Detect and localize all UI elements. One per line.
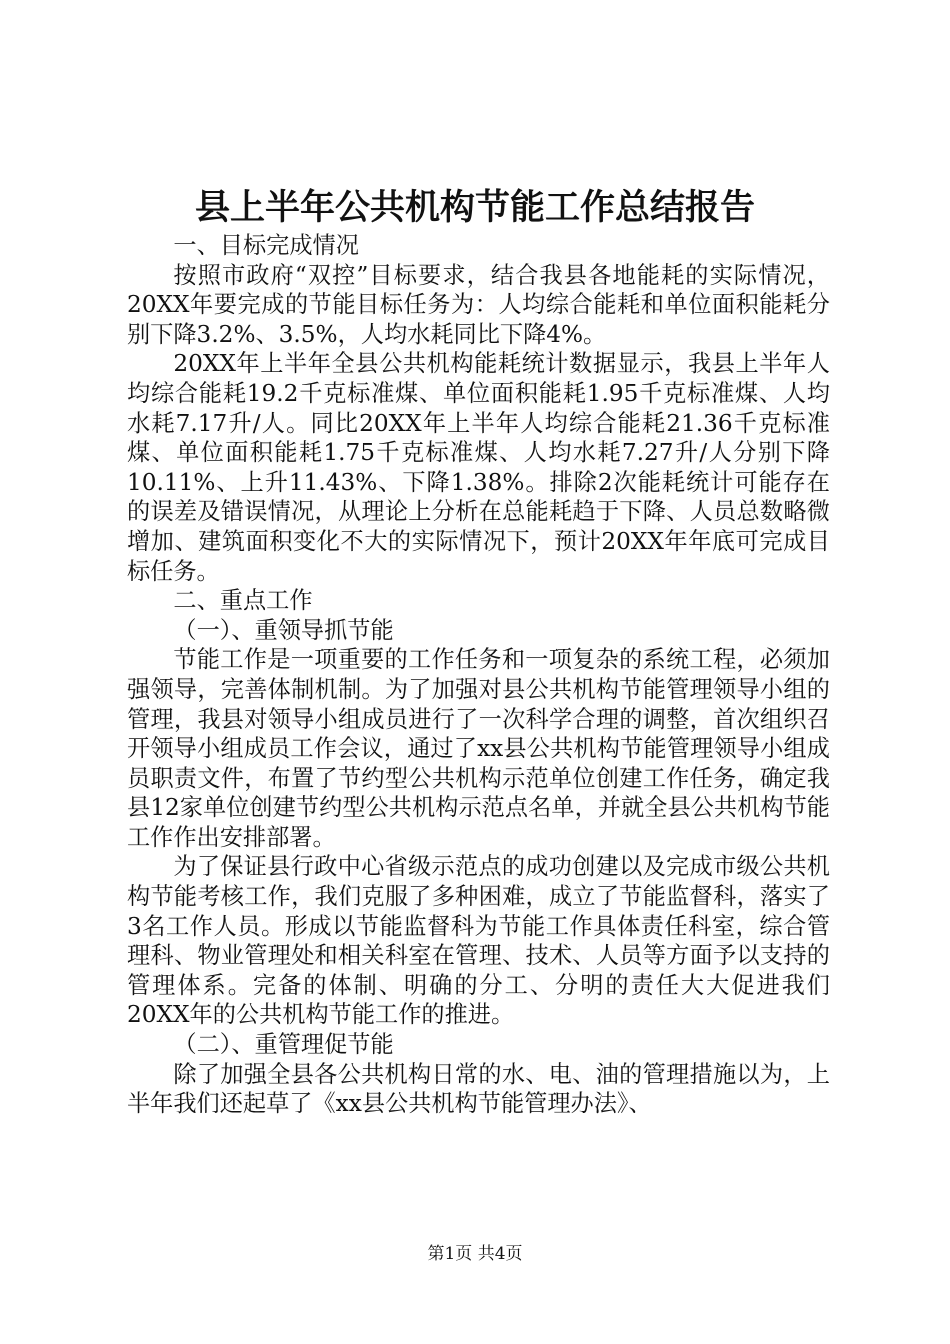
subsection-heading-2: （二）、重管理促节能 <box>173 1031 394 1059</box>
paragraph: 为了保证县行政中心省级示范点的成功创建以及完成市级公共机构节能考核工作，我们克服了多种困难，成立了节能监督科，落实了3名工作人员。形成以节能监督科为节能工作具体责任科室，综合管理科、物业管理处和相关科室在管理、技术、人员等方面予以支持的管理体系。完备的体制、明确的分工、分明的责任大大促进我们20XX年的公共机构节能工作的推进。 <box>127 853 830 1029</box>
section-heading-1: 一、目标完成情况 <box>173 232 359 259</box>
paragraph: 节能工作是一项重要的工作任务和一项复杂的系统工程，必须加强领导，完善体制机制。为了加强对县公共机构节能管理领导小组的管理，我县对领导小组成员进行了一次科学合理的调整，首次组织召开领导小组成员工作会议，通过了xx县公共机构节能管理领导小组成员职责文件，布置了节约型公共机构示范单位创建工作任务，确定我县12家单位创建节约型公共机构示范点名单，并就全县公共机构节能工作作出安排部署。 <box>127 646 830 851</box>
paragraph: 20XX年上半年全县公共机构能耗统计数据显示，我县上半年人均综合能耗19.2千克标准煤、单位面积能耗1.95千克标准煤、人均水耗7.17升/人。同比20XX年上半年人均综合能耗21.36千克标准煤、单位面积能耗1.75千克标准煤、人均水耗7.27升/人分别下降10.11%、上升11.43%、下降1.38%。排除2次能耗统计可能存在的误差及错误情况，从理论上分析在总能耗趋于下降、人员总数略微增加、建筑面积变化不大的实际情况下，预计20XX年年底可完成目标任务。 <box>127 350 830 585</box>
document-title: 县上半年公共机构节能工作总结报告 <box>194 187 755 228</box>
section-heading-2: 二、重点工作 <box>173 587 313 615</box>
subsection-heading-1: （一）、重领导抓节能 <box>173 616 394 644</box>
page-footer: 第1页 共4页 <box>427 1244 523 1264</box>
paragraph: 按照市政府“双控”目标要求，结合我县各地能耗的实际情况，20XX年要完成的节能目标任务为：人均综合能耗和单位面积能耗分别下降3.2%、3.5%，人均水耗同比下降4%。 <box>127 261 830 348</box>
paragraph: 除了加强全县各公共机构日常的水、电、油的管理措施以为，上半年我们还起草了《xx县公共机构节能管理办法》、 <box>127 1060 830 1118</box>
document-body <box>127 231 830 1119</box>
